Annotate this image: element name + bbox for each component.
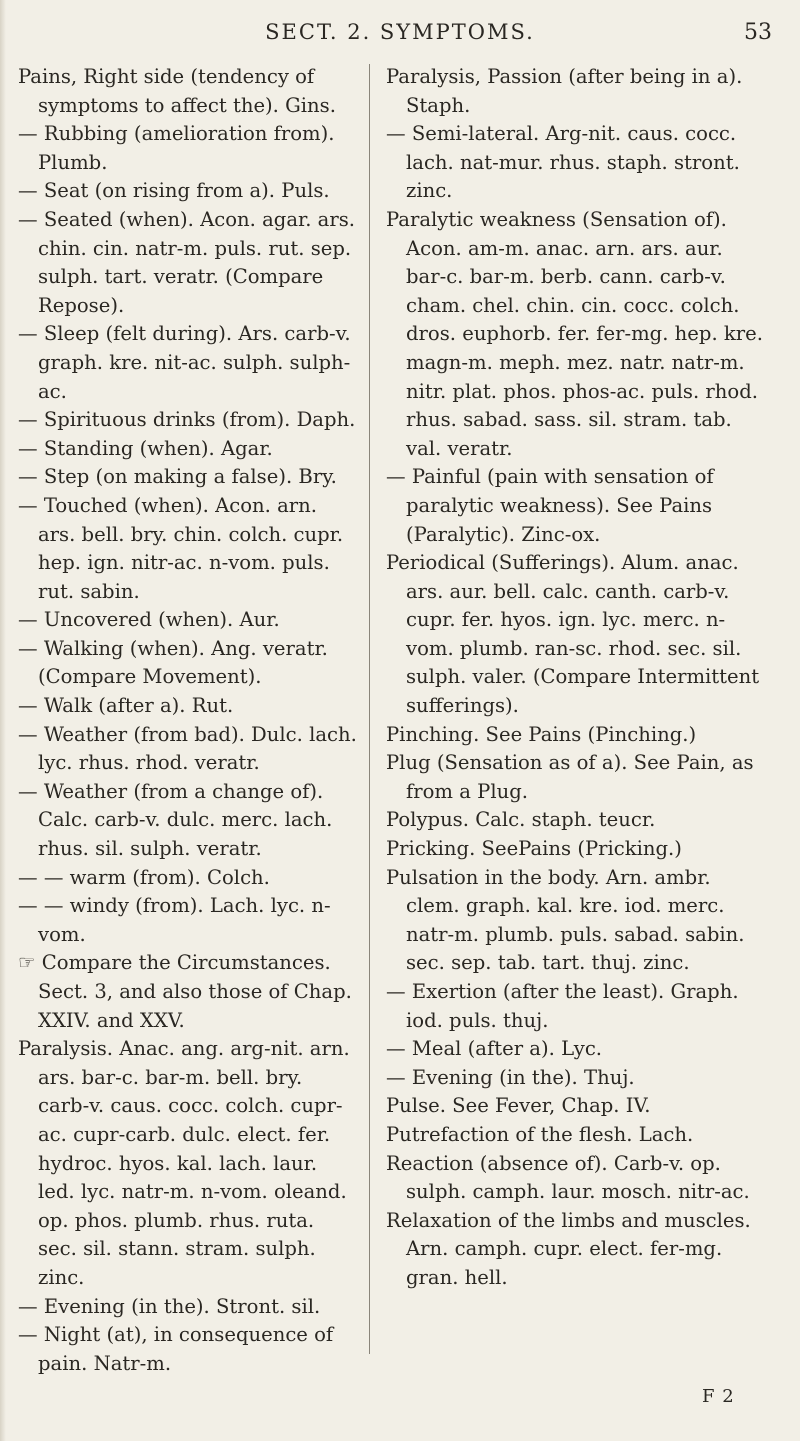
index-entry: Pricking. SeePains (Pricking.)	[386, 837, 682, 861]
index-entry: Paralysis, Passion (after being in a). Staph.	[386, 65, 743, 117]
column-divider	[369, 64, 370, 1354]
index-entry: Pains, Right side (tendency of symptoms to affect the). Gins.	[18, 65, 336, 117]
index-subentry: — Walk (after a). Rut.	[18, 694, 234, 718]
index-subentry: — Evening (in the). Thuj.	[386, 1065, 635, 1089]
index-subentry: — Rubbing (amelioration from). Plumb.	[18, 122, 335, 174]
index-entry: Paralytic weakness (Sensation of). Acon. am-m. anac. arn. ars. aur. bar-c. bar-m. berb. cann. carb-v. cham. chel. chin. cin. cocc. colch. dros. euphorb. fer. fer-mg. hep. kre. magn-m. meph. mez. natr. natr-m. nitr. plat. phos. phos-ac. puls. rhod. rhus. sabad. sass. sil. stram. tab. val. veratr.	[386, 207, 763, 460]
compare-note: ☞ Compare the Circumstances. Sect. 3, and also those of Chap. XXIV. and XXV.	[18, 951, 352, 1032]
index-subentry: — Seat (on rising from a). Puls.	[18, 179, 330, 203]
index-subentry: — Sleep (felt during). Ars. carb-v. graph. kre. nit-ac. sulph. sulph-ac.	[18, 322, 351, 403]
index-entry: Pulsation in the body. Arn. ambr. clem. graph. kal. kre. iod. merc. natr-m. plumb. puls. sabad. sabin. sec. sep. tab. tart. thuj. zinc.	[386, 865, 745, 975]
binding-edge	[0, 0, 6, 1441]
index-subentry: — Evening (in the). Stront. sil.	[18, 1294, 321, 1318]
index-subentry: — Exertion (after the least). Graph. iod. puls. thuj.	[386, 980, 739, 1032]
index-subentry: — Spirituous drinks (from). Daph.	[18, 408, 356, 432]
index-entry: Periodical (Sufferings). Alum. anac. ars. aur. bell. calc. canth. carb-v. cupr. fer. hyos. ign. lyc. merc. n-vom. plumb. ran-sc. rhod. sec. sil. sulph. valer. (Compare Intermittent sufferings).	[386, 551, 760, 718]
index-subentry: — Weather (from bad). Dulc. lach. lyc. rhus. rhod. veratr.	[18, 722, 357, 775]
index-entry: Pulse. See Fever, Chap. IV.	[386, 1094, 651, 1118]
index-entry: Relaxation of the limbs and muscles. Arn. camph. cupr. elect. fer-mg. gran. hell.	[386, 1208, 751, 1289]
left-column	[18, 63, 358, 1378]
index-entry: Polypus. Calc. staph. teucr.	[386, 808, 656, 832]
index-subentry: — Step (on making a false). Bry.	[18, 465, 337, 489]
index-subentry: — — warm (from). Colch.	[18, 865, 270, 889]
right-column	[386, 63, 768, 1293]
signature-mark: F 2	[702, 1386, 735, 1407]
index-entry: Reaction (absence of). Carb-v. op. sulph. camph. laur. mosch. nitr-ac.	[386, 1151, 750, 1204]
index-entry: Pinching. See Pains (Pinching.)	[386, 722, 697, 746]
index-subentry: — Weather (from a change of). Calc. carb-v. dulc. merc. lach. rhus. sil. sulph. veratr.	[18, 779, 333, 861]
index-subentry: — Uncovered (when). Aur.	[18, 608, 280, 632]
running-head: SECT. 2. SYMPTOMS.	[265, 20, 535, 44]
index-subentry: — Semi-lateral. Arg-nit. caus. cocc. lach. nat-mur. rhus. staph. stront. zinc.	[386, 122, 740, 203]
index-subentry: — Painful (pain with sensation of paralytic weakness). See Pains (Paralytic). Zinc-ox.	[386, 465, 714, 546]
index-subentry: — Standing (when). Agar.	[18, 436, 273, 460]
page-header	[0, 20, 800, 50]
index-subentry: — Seated (when). Acon. agar. ars. chin. cin. natr-m. puls. rut. sep. sulph. tart. veratr. (Compare Repose).	[18, 207, 356, 317]
index-subentry: — Walking (when). Ang. veratr. (Compare Movement).	[18, 636, 328, 689]
index-subentry: — Meal (after a). Lyc.	[386, 1037, 603, 1061]
index-subentry: — Night (at), in consequence of pain. Natr-m.	[18, 1323, 334, 1375]
index-entry: Plug (Sensation as of a). See Pain, as from a Plug.	[386, 751, 754, 803]
page-number: 53	[744, 20, 772, 45]
index-entry: Paralysis. Anac. ang. arg-nit. arn. ars. bar-c. bar-m. bell. bry. carb-v. caus. cocc. colch. cupr-ac. cupr-carb. dulc. elect. fer. hydroc. hyos. kal. lach. laur. led. lyc. natr-m. n-vom. oleand. op. phos. plumb. rhus. ruta. sec. sil. stann. stram. sulph. zinc.	[18, 1037, 350, 1289]
index-entry: Putrefaction of the flesh. Lach.	[386, 1122, 694, 1146]
index-subentry: — Touched (when). Acon. arn. ars. bell. bry. chin. colch. cupr. hep. ign. nitr-ac. n-vom. puls. rut. sabin.	[18, 493, 344, 603]
index-subentry: — — windy (from). Lach. lyc. n-vom.	[18, 894, 331, 946]
